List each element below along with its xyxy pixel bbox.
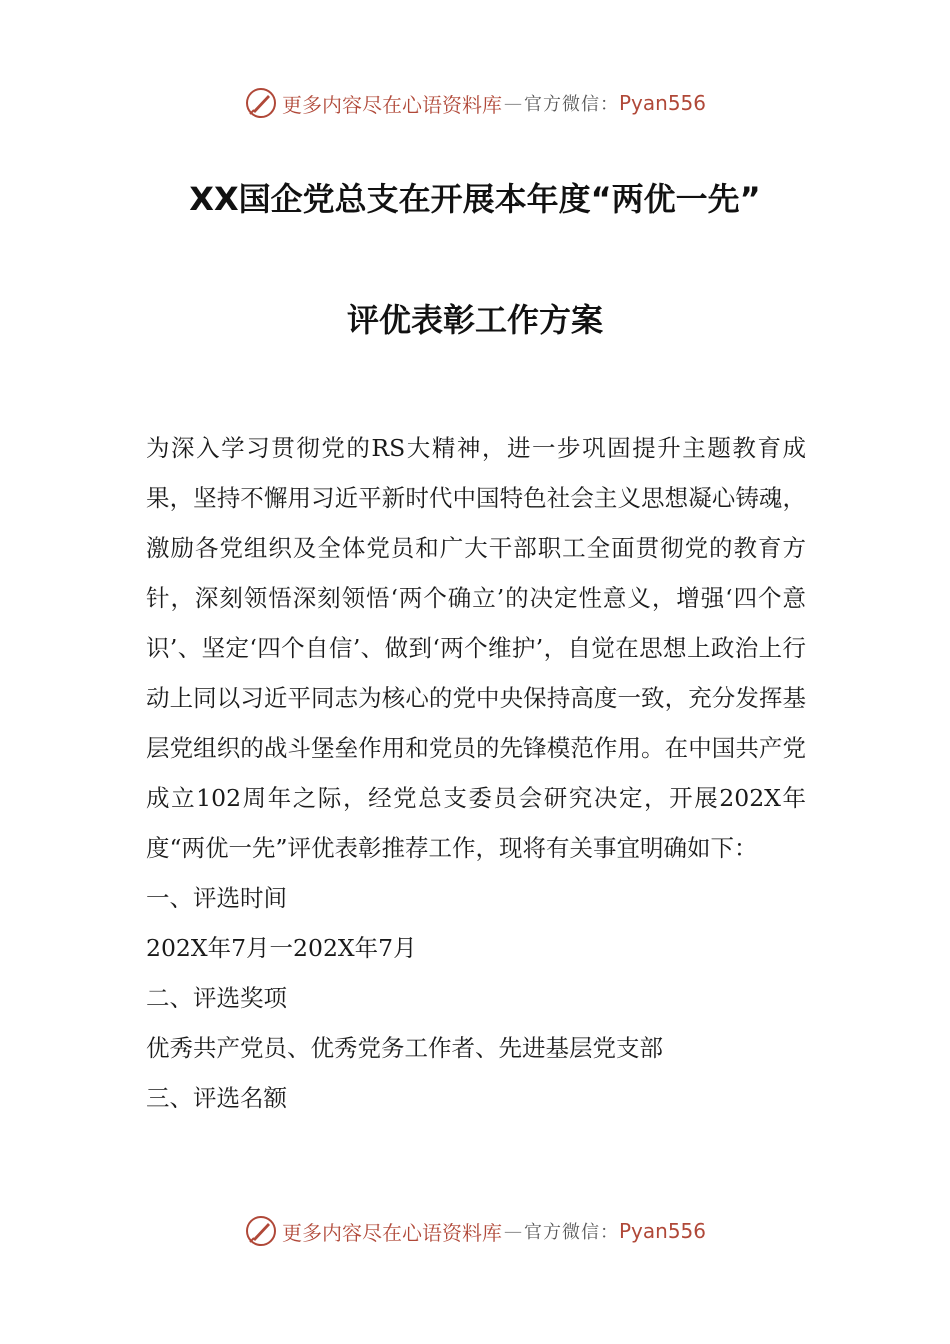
- document-title-line-1: XX国企党总支在开展本年度“两优一先”: [189, 180, 761, 218]
- quill-logo-icon: [244, 1214, 278, 1248]
- watermark-separator: —: [503, 92, 522, 114]
- section-1-content: 202X年7月一202X年7月: [146, 934, 417, 962]
- section-1-heading: 一、评选时间: [146, 884, 287, 912]
- document-body: [146, 423, 806, 1123]
- document-title-line-2: 评优表彰工作方案: [346, 301, 603, 339]
- intro-paragraph: 为深入学习贯彻党的RS大精神，进一步巩固提升主题教育成果，坚持不懈用习近平新时代中国特色社会主义思想凝心铸魂，激励各党组织及全体党员和广大干部职工全面贯彻党的教育方针，深刻领悟深刻领悟‘两个确立’的决定性意义，增强‘四个意识’、坚定‘四个自信’、做到‘两个维护’，自觉在思想上政治上行动上同以习近平同志为核心的党中央保持高度一致，充分发挥基层党组织的战斗堡垒作用和党员的先锋模范作用。在中国共产党成立102周年之际，经党总支委员会研究决定，开展202X年度“两优一先”评优表彰推荐工作，现将有关事宜明确如下：: [146, 434, 806, 862]
- watermark-wechat-id: Pyan556: [618, 1219, 706, 1243]
- watermark-separator: —: [503, 1220, 522, 1242]
- quill-logo-icon: [244, 86, 278, 120]
- watermark-text: 更多内容尽在心语资料库: [281, 1220, 502, 1245]
- section-3-heading: 三、评选名额: [146, 1084, 287, 1112]
- header-watermark: [0, 83, 950, 123]
- watermark-official-label: 官方微信：: [523, 94, 619, 115]
- watermark-text: 更多内容尽在心语资料库: [281, 92, 502, 117]
- section-2-heading: 二、评选奖项: [146, 984, 287, 1012]
- watermark-wechat-id: Pyan556: [618, 91, 706, 115]
- section-2-content: 优秀共产党员、优秀党务工作者、先进基层党支部: [146, 1034, 663, 1062]
- footer-watermark: [0, 1211, 950, 1251]
- watermark-official-label: 官方微信：: [523, 1222, 619, 1243]
